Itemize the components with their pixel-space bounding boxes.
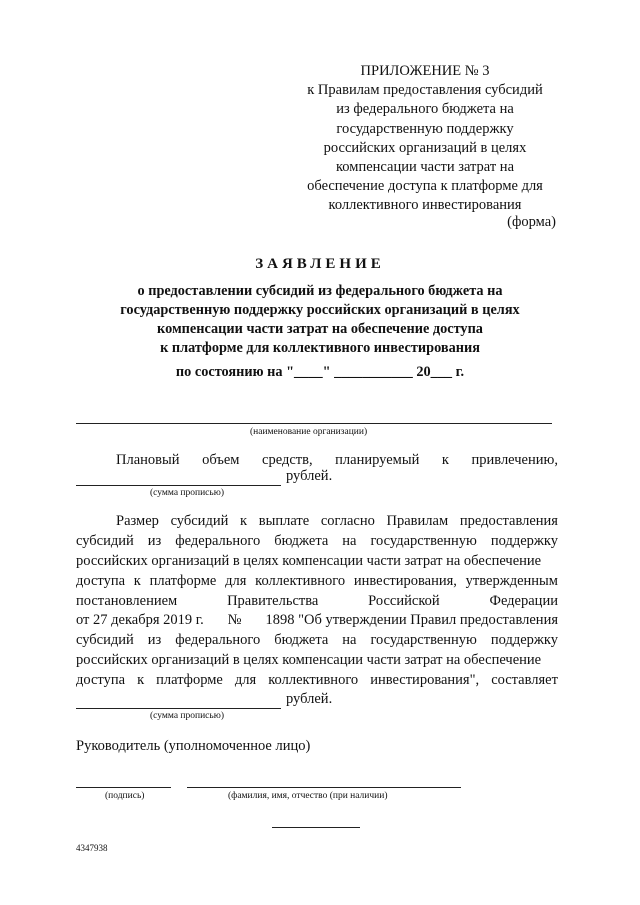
word: Правилам bbox=[386, 513, 449, 529]
subtitle-line: к платформе для коллективного инвестирования bbox=[160, 340, 480, 356]
subsidy-line-1 bbox=[116, 513, 558, 530]
word: постановлением bbox=[76, 593, 178, 609]
word: коллективного bbox=[268, 672, 359, 688]
subsidy-line-2 bbox=[76, 533, 558, 550]
word: из bbox=[147, 632, 162, 648]
annex-header bbox=[300, 62, 550, 216]
signature-field-line bbox=[76, 787, 171, 788]
word: утвержденным bbox=[465, 573, 558, 589]
document-id: 4347938 bbox=[76, 843, 108, 853]
annex-line: компенсации части затрат на bbox=[335, 159, 515, 176]
planned-rubles: рублей. bbox=[286, 468, 333, 484]
word: поддержку bbox=[490, 632, 558, 648]
word: государственную bbox=[370, 533, 477, 549]
word: предоставления bbox=[459, 513, 558, 529]
document-title: ЗАЯВЛЕНИЕ bbox=[255, 256, 385, 272]
word: Федерации bbox=[489, 593, 558, 609]
word: федерального bbox=[175, 533, 261, 549]
subsidy-line-8: российских организаций в целях компенсации части затрат на обеспечение bbox=[76, 652, 542, 668]
end-divider bbox=[272, 827, 360, 828]
word: из bbox=[147, 533, 162, 549]
word: планируемый bbox=[335, 452, 420, 468]
annex-line: государственную поддержку bbox=[336, 120, 514, 137]
word: к bbox=[133, 573, 141, 589]
planned-amount-caption: (сумма прописью) bbox=[150, 488, 224, 498]
planned-amount-field-line bbox=[76, 485, 281, 486]
subtitle-line: о предоставлении субсидий из федерального бюджета на bbox=[137, 283, 503, 299]
annex-line: к Правилам предоставления субсидий bbox=[307, 82, 543, 99]
word: инвестирования", bbox=[370, 672, 480, 688]
word: Плановый bbox=[116, 452, 180, 468]
word: от 27 декабря 2019 г. bbox=[76, 612, 204, 628]
word: составляет bbox=[491, 672, 558, 688]
as-of-date-line: по состоянию на "____" ___________ 20___ г. bbox=[175, 364, 465, 380]
word: Российской bbox=[368, 593, 440, 609]
subsidy-rubles: рублей. bbox=[286, 691, 333, 707]
annex-line: обеспечение доступа к платформе для bbox=[307, 178, 543, 195]
head-label: Руководитель (уполномоченное лицо) bbox=[76, 738, 311, 754]
word: поддержку bbox=[490, 533, 558, 549]
word: объем bbox=[202, 452, 240, 468]
word: платформе bbox=[149, 573, 217, 589]
word: бюджета bbox=[274, 533, 329, 549]
word: федерального bbox=[175, 632, 261, 648]
subsidy-amount-field-line bbox=[76, 708, 281, 709]
word: платформе bbox=[156, 672, 223, 688]
document-subtitle bbox=[60, 282, 580, 358]
word: субсидий bbox=[76, 632, 134, 648]
word: Размер bbox=[116, 513, 159, 529]
subsidy-line-7 bbox=[76, 632, 558, 649]
word: № bbox=[227, 612, 242, 628]
subtitle-line: государственную поддержку российских организаций в целях bbox=[120, 302, 520, 318]
annex-line: российских организаций в целях bbox=[323, 139, 527, 156]
word: доступа bbox=[76, 672, 126, 688]
word: Правительства bbox=[227, 593, 319, 609]
subsidy-line-5 bbox=[76, 593, 558, 610]
full-name-field-line bbox=[187, 787, 461, 788]
subsidy-line-6 bbox=[76, 612, 558, 629]
subtitle-line: компенсации части затрат на обеспечение доступа bbox=[157, 321, 483, 337]
word: 1898 "Об утверждении Правил предоставления bbox=[265, 612, 558, 628]
subsidy-amount-caption: (сумма прописью) bbox=[150, 711, 224, 721]
word: субсидий bbox=[170, 513, 229, 529]
word: к bbox=[240, 513, 248, 529]
word: для bbox=[234, 672, 257, 688]
word: доступа bbox=[76, 573, 126, 589]
word: инвестирования, bbox=[353, 573, 457, 589]
word: бюджета bbox=[274, 632, 329, 648]
form-label: (форма) bbox=[507, 214, 556, 230]
subsidy-line-9 bbox=[76, 672, 558, 689]
annex-line: из федерального бюджета на bbox=[336, 101, 514, 118]
word: средств, bbox=[262, 452, 313, 468]
word: государственную bbox=[370, 632, 477, 648]
word: на bbox=[342, 632, 357, 648]
subsidy-line-3: российских организаций в целях компенсации части затрат на обеспечение bbox=[76, 553, 542, 569]
word: для bbox=[225, 573, 247, 589]
word: согласно bbox=[320, 513, 375, 529]
word: на bbox=[342, 533, 357, 549]
word: к bbox=[137, 672, 145, 688]
word: выплате bbox=[258, 513, 310, 529]
annex-line: ПРИЛОЖЕНИЕ № 3 bbox=[360, 63, 490, 79]
full-name-caption: (фамилия, имя, отчество (при наличии) bbox=[228, 791, 388, 801]
word: привлечению, bbox=[471, 452, 558, 468]
word: к bbox=[441, 452, 449, 468]
word: субсидий bbox=[76, 533, 134, 549]
signature-caption: (подпись) bbox=[105, 791, 145, 801]
word: коллективного bbox=[255, 573, 346, 589]
planned-line-1 bbox=[116, 452, 558, 469]
subsidy-line-4 bbox=[76, 573, 558, 590]
org-name-field-line bbox=[76, 423, 552, 424]
org-name-caption: (наименование организации) bbox=[250, 427, 368, 437]
annex-line: коллективного инвестирования bbox=[328, 197, 522, 214]
